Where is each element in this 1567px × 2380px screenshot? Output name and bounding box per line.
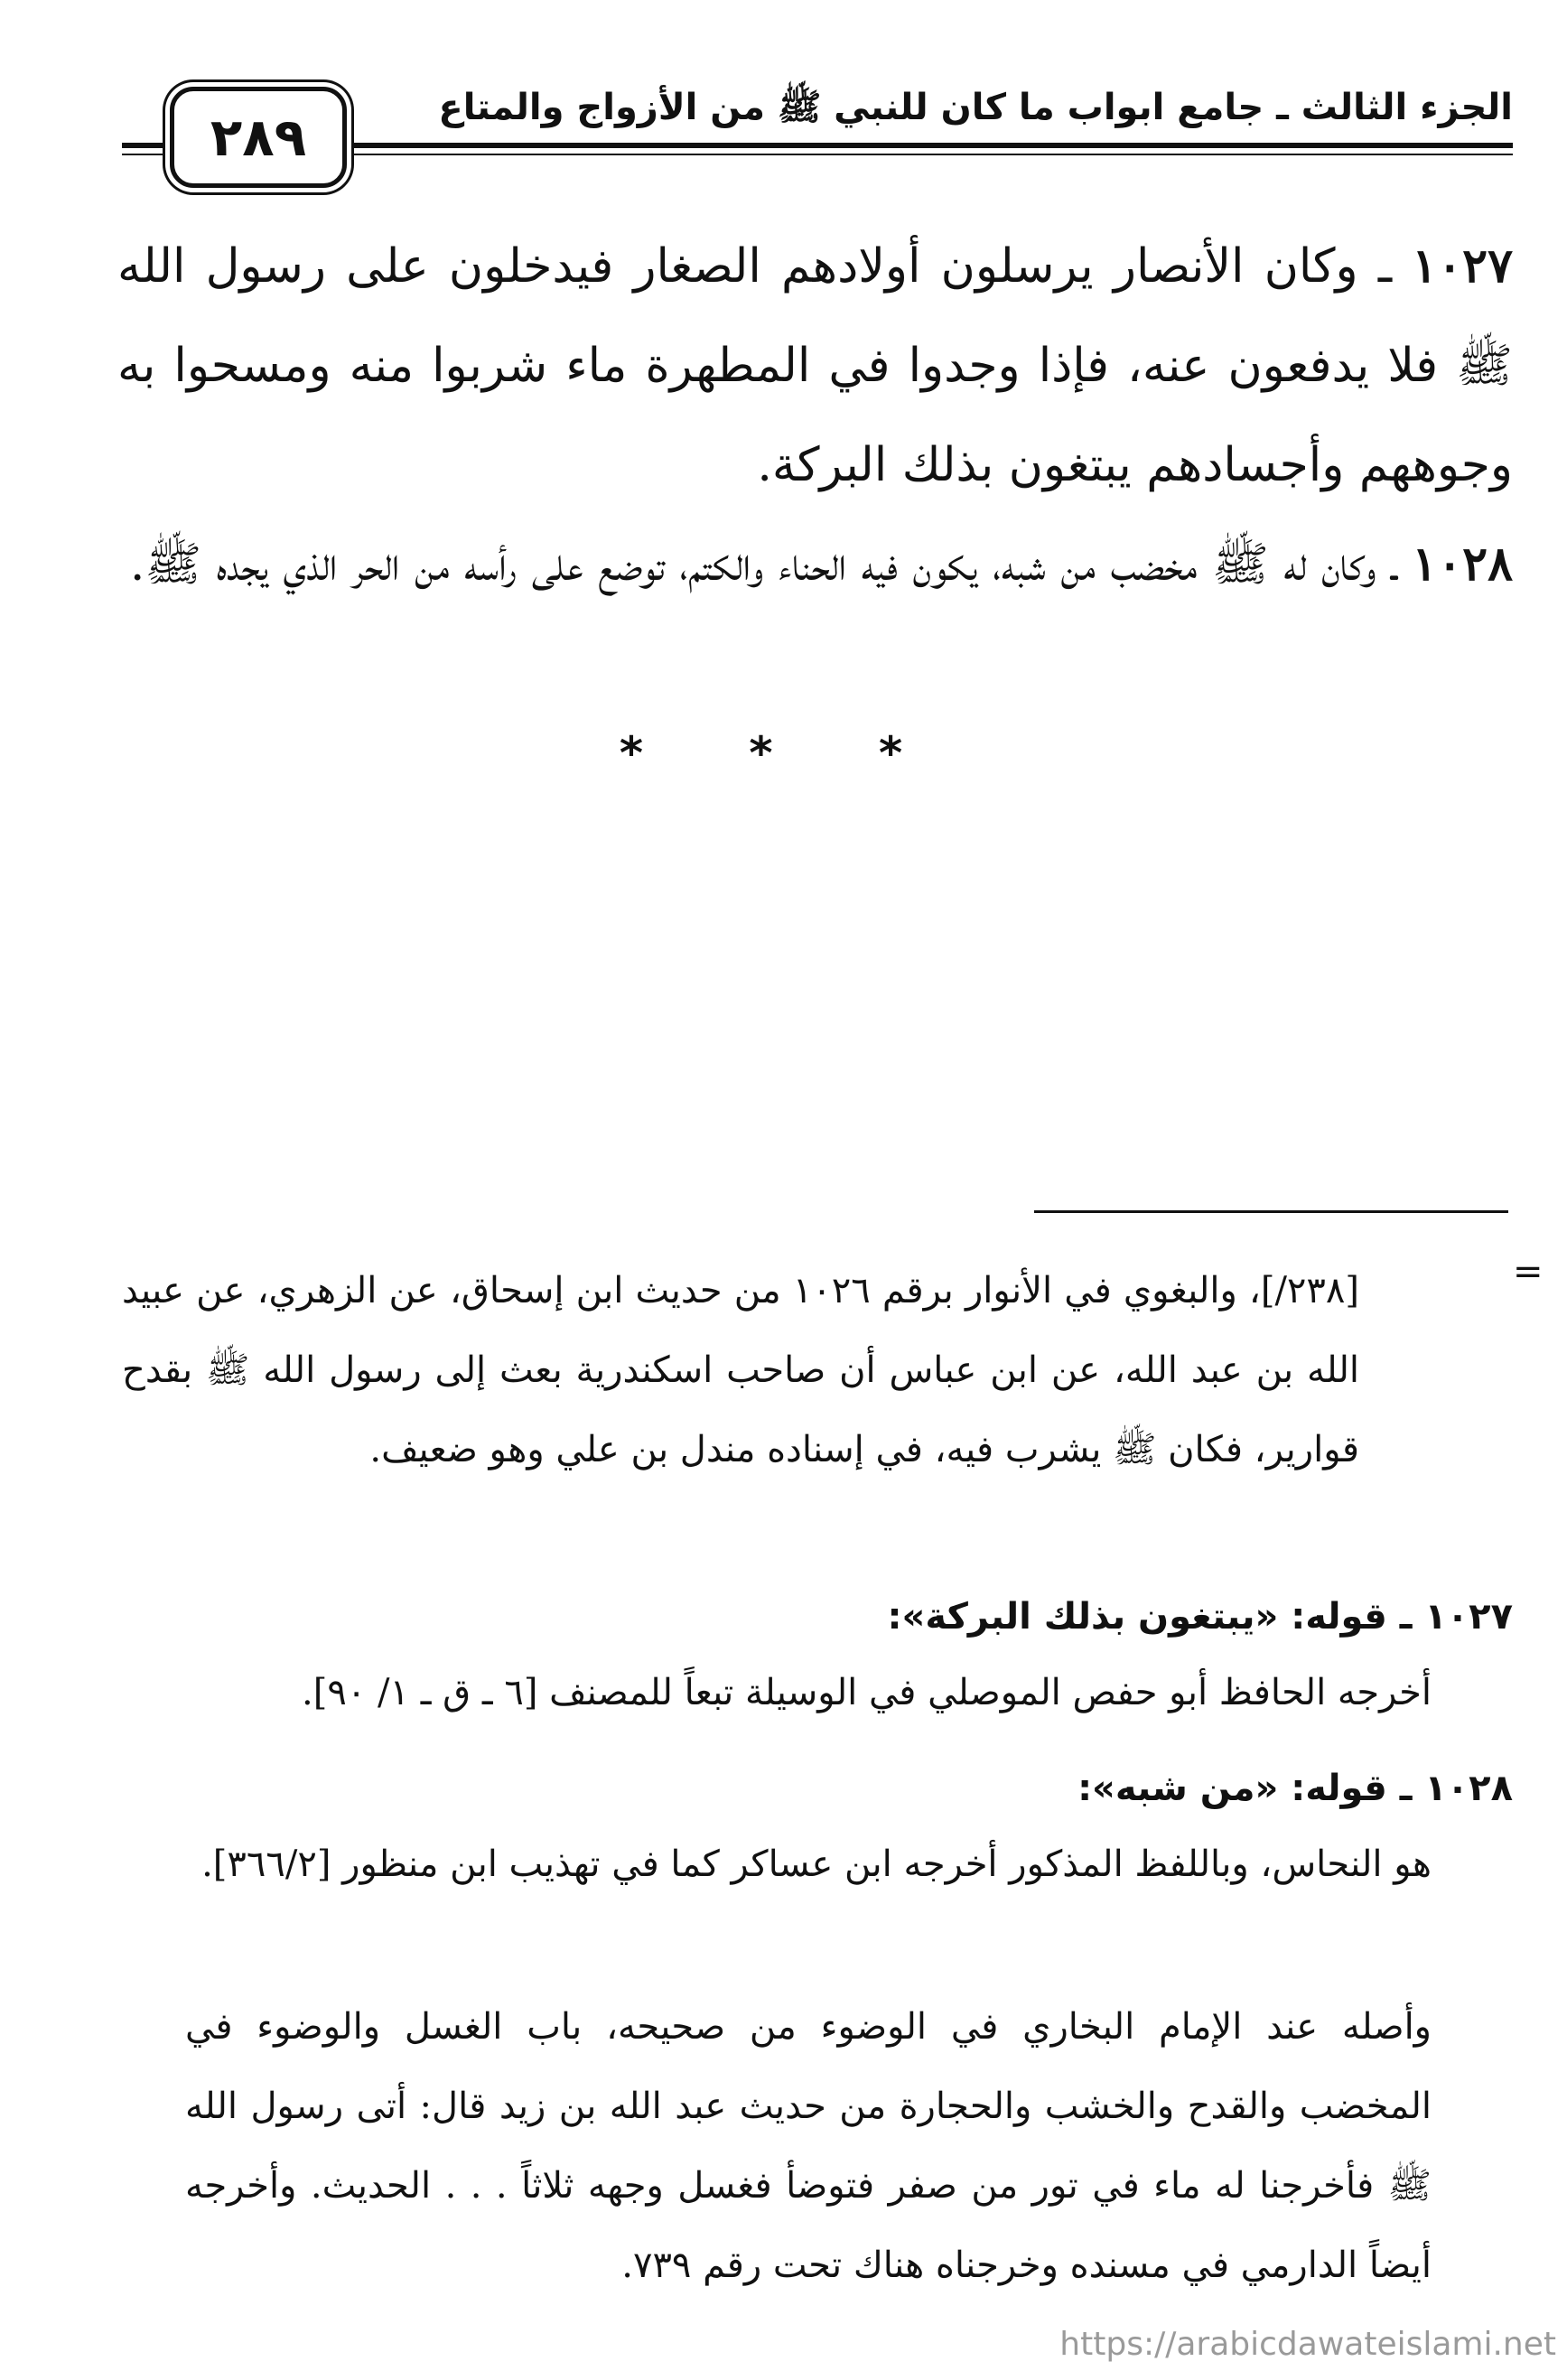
- footnote-1028-text-continued: وأصله عند الإمام البخاري في الوضوء من صحيحه، باب الغسل والوضوء في المخضب والقدح والخشب والحجارة من حديث عبد الله بن زيد قال: أتى رسول الله ﷺ فأخرجنا له ماء في تور من صفر فتوضأ فغسل وجهه ثلاثاً . . . الحديث. وأخرجه أيضاً الدارمي في مسنده وخرجناه هناك تحت رقم ٧٣٩.: [185, 2006, 1432, 2286]
- page-number-box: [170, 87, 347, 188]
- footnote-rule: [1034, 1210, 1508, 1213]
- paragraph-number: ١٠٢٧: [1412, 238, 1513, 294]
- paragraph-1027: [117, 217, 1513, 515]
- watermark-url: https://arabicdawateislami.net: [1059, 2326, 1556, 2363]
- section-separator: * * *: [619, 727, 948, 779]
- paragraph-text: ـ وكان له ﷺ مخضب من شبه، يكون فيه الحناء والكتم، توضع على رأسه من الحر الذي يجده ﷺ.: [129, 537, 1413, 592]
- footnote-continued: [٢٣٨/]، والبغوي في الأنوار برقم ١٠٢٦ من حديث ابن إسحاق، عن الزهري، عن عبيد الله بن عبد الله، عن ابن عباس أن صاحب اسكندرية بعث إلى رسول الله ﷺ بقدح قوارير، فكان ﷺ يشرب فيه، في إسناده مندل بن علي وهو ضعيف.: [122, 1270, 1359, 1470]
- paragraph-1028: [117, 515, 1513, 614]
- page-number: ٢٨٩: [210, 107, 307, 168]
- paragraph-number: ١٠٢٨: [1412, 537, 1513, 592]
- footnote-1028-text: هو النحاس، وباللفظ المذكور أخرجه ابن عساكر كما في تهذيب ابن منظور [٣٦٦/٢].: [201, 1843, 1432, 1885]
- footnote-1028-heading: ١٠٢٨ ـ قوله: «من شبه»:: [1077, 1768, 1513, 1809]
- continuation-mark: =: [1513, 1251, 1544, 1293]
- footnote-1027-text: أخرجه الحافظ أبو حفص الموصلي في الوسيلة تبعاً للمصنف [٦ ـ ق ـ ١/ ٩٠].: [302, 1672, 1432, 1713]
- footnote-1027-heading: ١٠٢٧ ـ قوله: «يبتغون بذلك البركة»:: [887, 1596, 1513, 1638]
- running-header: الجزء الثالث ـ جامع ابواب ما كان للنبي ﷺ من الأزواج والمتاع: [438, 87, 1513, 128]
- paragraph-text: ـ وكان الأنصار يرسلون أولادهم الصغار فيدخلون على رسول الله ﷺ فلا يدفعون عنه، فإذا وجدوا في المطهرة ماء شربوا منه ومسحوا به وجوههم وأجسادهم يبتغون بذلك البركة.: [117, 239, 1513, 492]
